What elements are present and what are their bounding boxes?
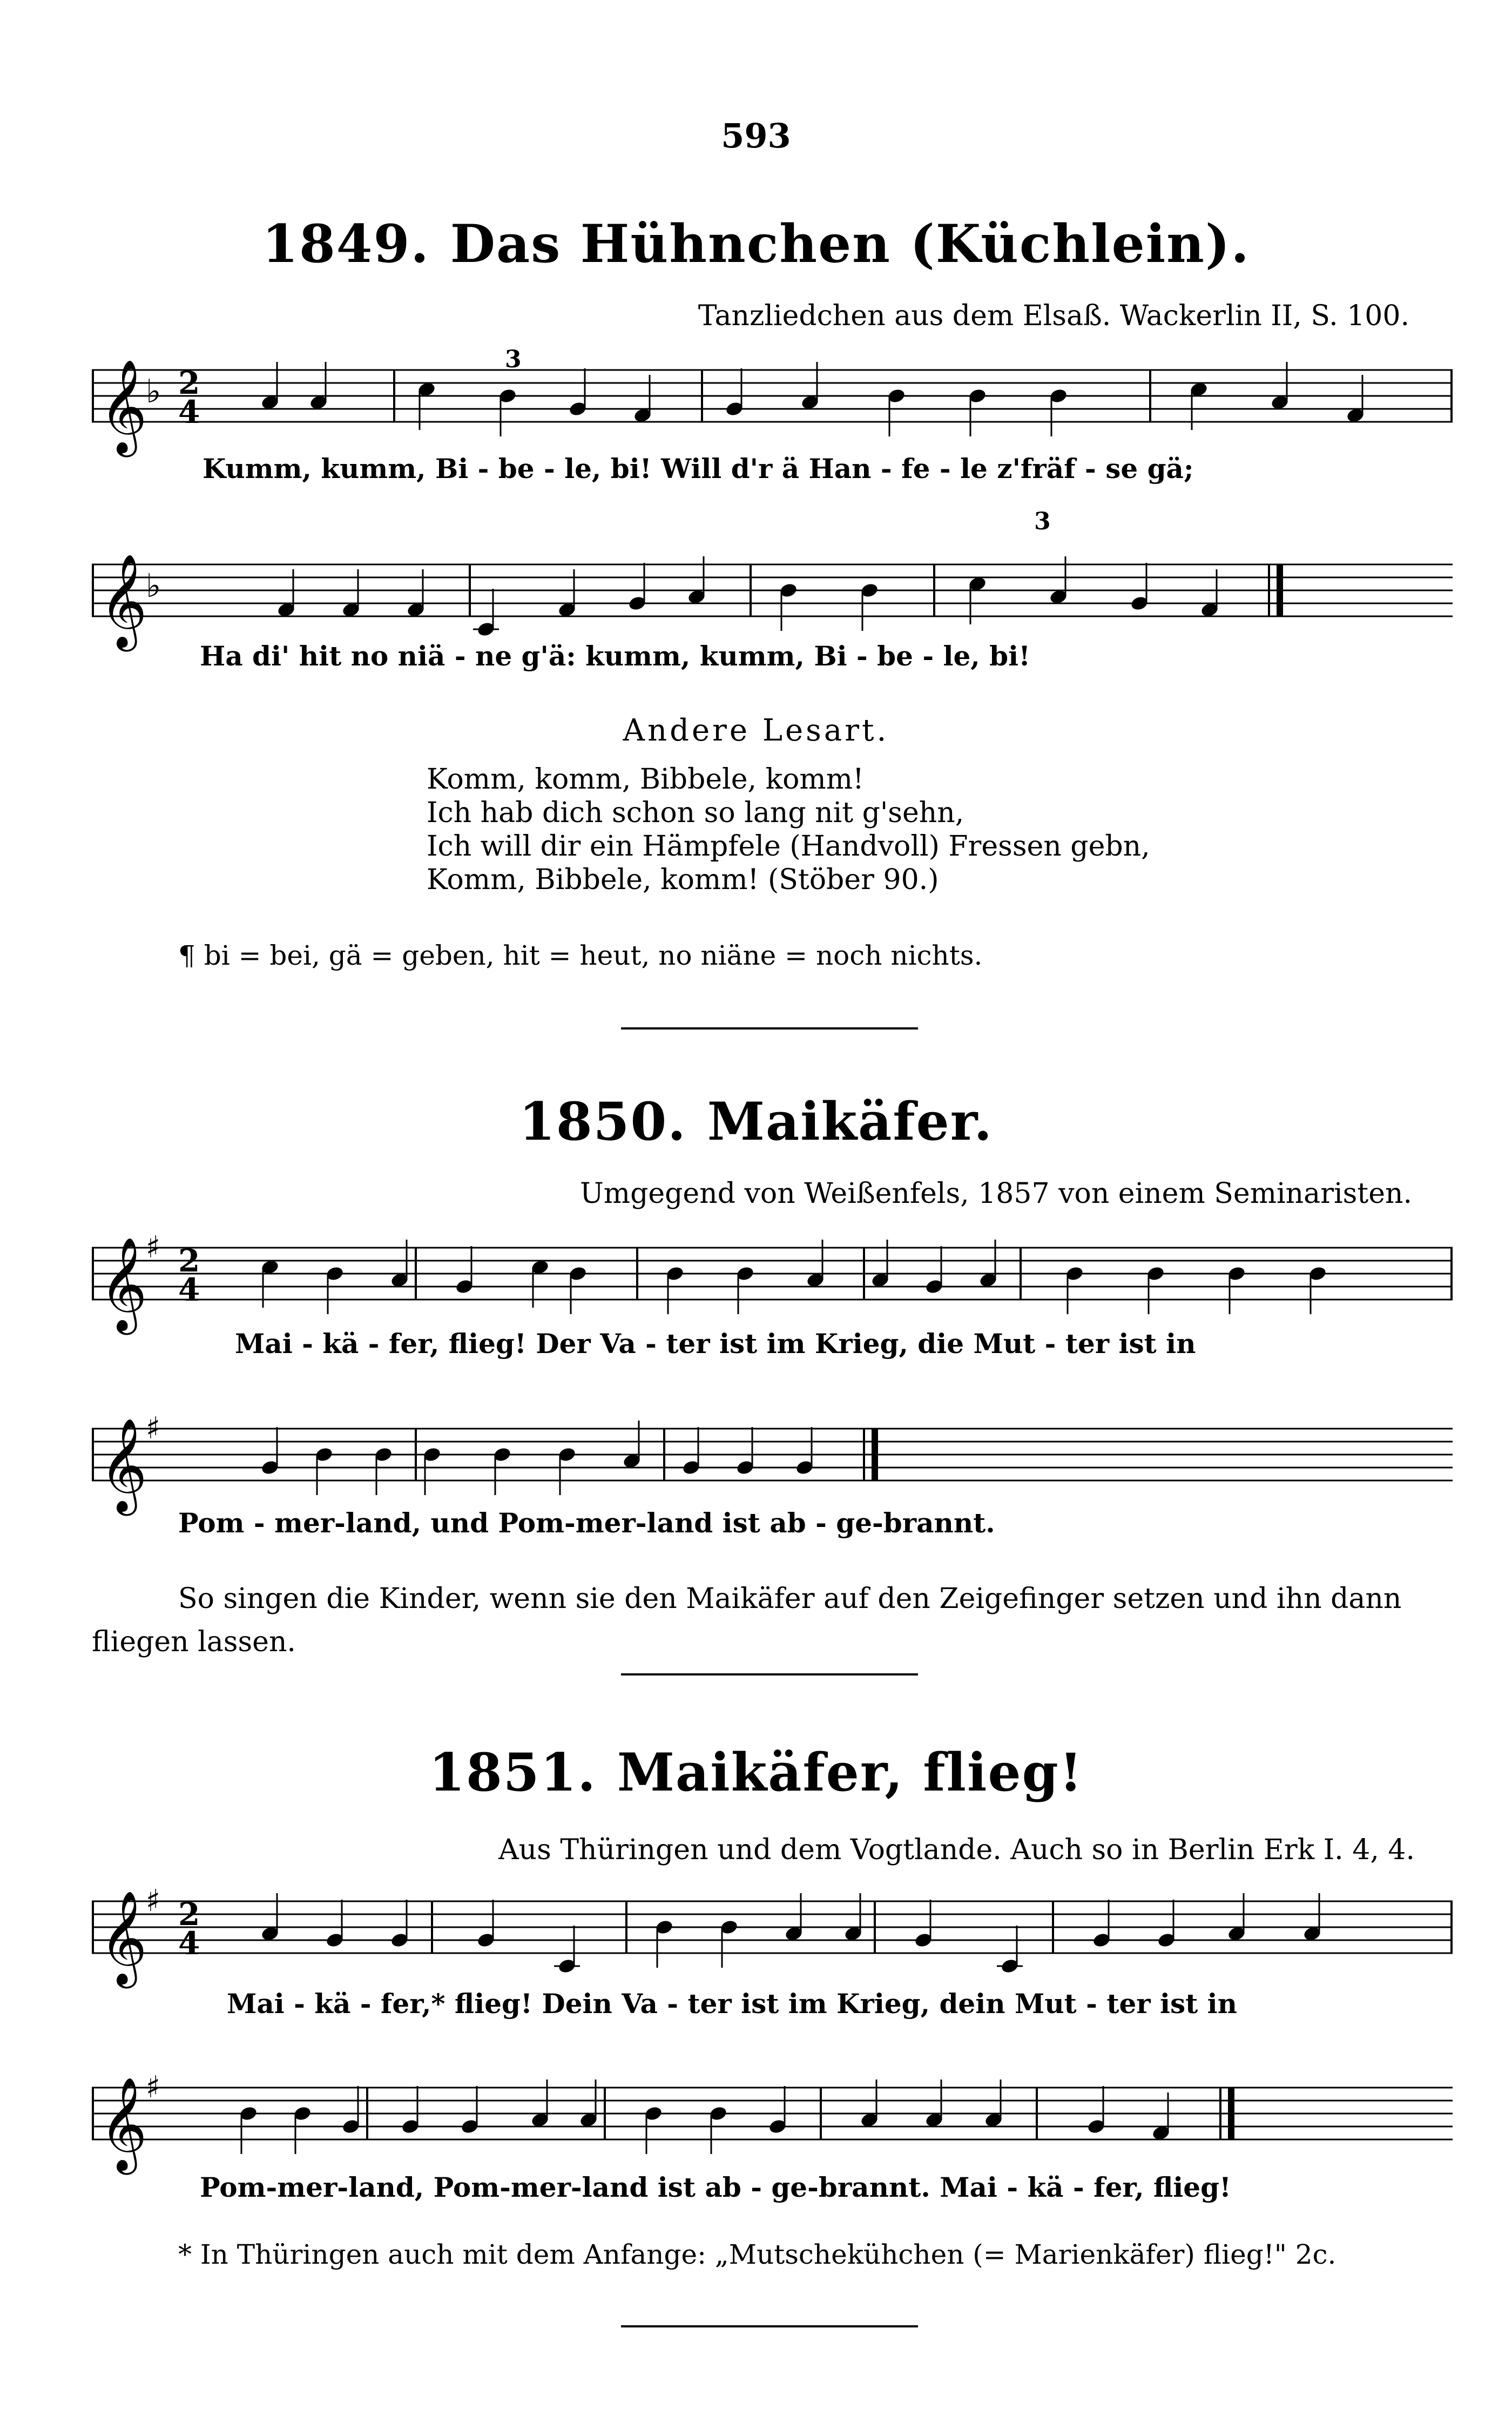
song-title-1851 (0, 1742, 1512, 1803)
sharp-icon: ♯ (146, 1883, 161, 1919)
treble-clef-icon: 𝄞 (99, 554, 147, 648)
staff-lines (92, 1248, 1453, 1300)
staff-lines (92, 370, 1453, 422)
variant-verse (427, 763, 1150, 897)
song-title-1850 (0, 1091, 1512, 1152)
time-signature-top: 2 (178, 1242, 200, 1279)
final-bar-thick (872, 1429, 878, 1481)
page-number: 593 (721, 116, 791, 156)
verse-line: Komm, Bibbele, komm! (Stöber 90.) (427, 864, 939, 896)
staff-lines (92, 1901, 1453, 1953)
treble-clef-icon: 𝄞 (99, 359, 147, 453)
lyrics-line: Mai - kä - fer, flieg! Der Va - ter ist im Krieg, die Mut - ter ist in (235, 1328, 1196, 1360)
music-staff (92, 1399, 1453, 1512)
section-divider (621, 2325, 918, 2327)
music-staff (92, 1872, 1453, 1984)
final-bar-thick (1228, 2088, 1234, 2139)
sharp-icon: ♯ (146, 1230, 161, 1265)
song-name: Maikäfer, flieg! (617, 1742, 1083, 1803)
staff-lines (92, 1429, 1453, 1481)
verse-line: Ich hab dich schon so lang nit g'sehn, (427, 797, 964, 829)
time-signature-top: 2 (178, 365, 200, 401)
song-number: 1849. (262, 213, 430, 274)
lyrics-line: Ha di' hit no niä - ne g'ä: kumm, kumm, Bi - be - le, bi! (200, 640, 1031, 672)
verse-line: Komm, komm, Bibbele, komm! (427, 763, 864, 796)
time-signature-bottom: 4 (178, 1271, 200, 1308)
time-signature-bottom: 4 (178, 394, 200, 430)
word-gloss: ¶ bi = bei, gä = geben, hit = heut, no niäne = noch nichts. (178, 940, 983, 971)
treble-clef-icon: 𝄞 (99, 1418, 147, 1512)
time-signature-bottom: 4 (178, 1925, 200, 1962)
sharp-icon: ♯ (146, 2070, 161, 2105)
flat-icon: ♭ (146, 567, 161, 605)
section-divider (621, 1027, 918, 1029)
lyrics-line: Pom-mer-land, Pom-mer-land ist ab - ge-brannt. Mai - kä - fer, flieg! (200, 2171, 1232, 2203)
sharp-icon: ♯ (146, 1411, 161, 1446)
footnote: * In Thüringen auch mit dem Anfange: „Mutschekühchen (= Marienkäfer) flieg!" 2c. (178, 2239, 1336, 2270)
song-source: Umgegend von Weißenfels, 1857 von einem Seminaristen. (579, 1177, 1412, 1210)
song-source: Aus Thüringen und dem Vogtlande. Auch so in Berlin Erk I. 4, 4. (498, 1834, 1415, 1866)
triplet-mark: 3 (505, 346, 522, 373)
lyrics-line: Mai - kä - fer,* flieg! Dein Va - ter ist im Krieg, dein Mut - ter ist in (227, 1988, 1237, 2020)
song-title-1849 (0, 213, 1512, 274)
music-staff (92, 1218, 1453, 1331)
treble-clef-icon: 𝄞 (99, 2077, 147, 2171)
treble-clef-icon: 𝄞 (99, 1237, 147, 1331)
song-name: Das Hühnchen (Küchlein). (450, 213, 1250, 274)
staff-lines (92, 564, 1453, 616)
final-bar-thick (1277, 564, 1283, 616)
time-signature-top: 2 (178, 1896, 200, 1933)
music-staff (92, 340, 1453, 453)
song-name: Maikäfer. (707, 1091, 993, 1152)
variant-heading: Andere Lesart. (623, 713, 889, 748)
song-number: 1850. (519, 1091, 687, 1152)
triplet-mark: 3 (1034, 508, 1051, 535)
song-source: Tanzliedchen aus dem Elsaß. Wackerlin II, S. 100. (698, 300, 1409, 332)
song-number: 1851. (429, 1742, 597, 1803)
song-remark: So singen die Kinder, wenn sie den Maikäfer auf den Zeigefinger setzen und ihn dann fliegen lassen. (92, 1583, 1402, 1658)
section-divider (621, 1673, 918, 1675)
music-staff (92, 2058, 1453, 2171)
music-staff (92, 535, 1453, 648)
lyrics-line: Kumm, kumm, Bi - be - le, bi! Will d'r ä Han - fe - le z'fräf - se gä; (202, 453, 1194, 484)
verse-line: Ich will dir ein Hämpfele (Handvoll) Fressen gebn, (427, 830, 1150, 863)
treble-clef-icon: 𝄞 (99, 1890, 147, 1984)
lyrics-line: Pom - mer-land, und Pom-mer-land ist ab - ge-brannt. (178, 1507, 995, 1539)
flat-icon: ♭ (146, 373, 161, 411)
